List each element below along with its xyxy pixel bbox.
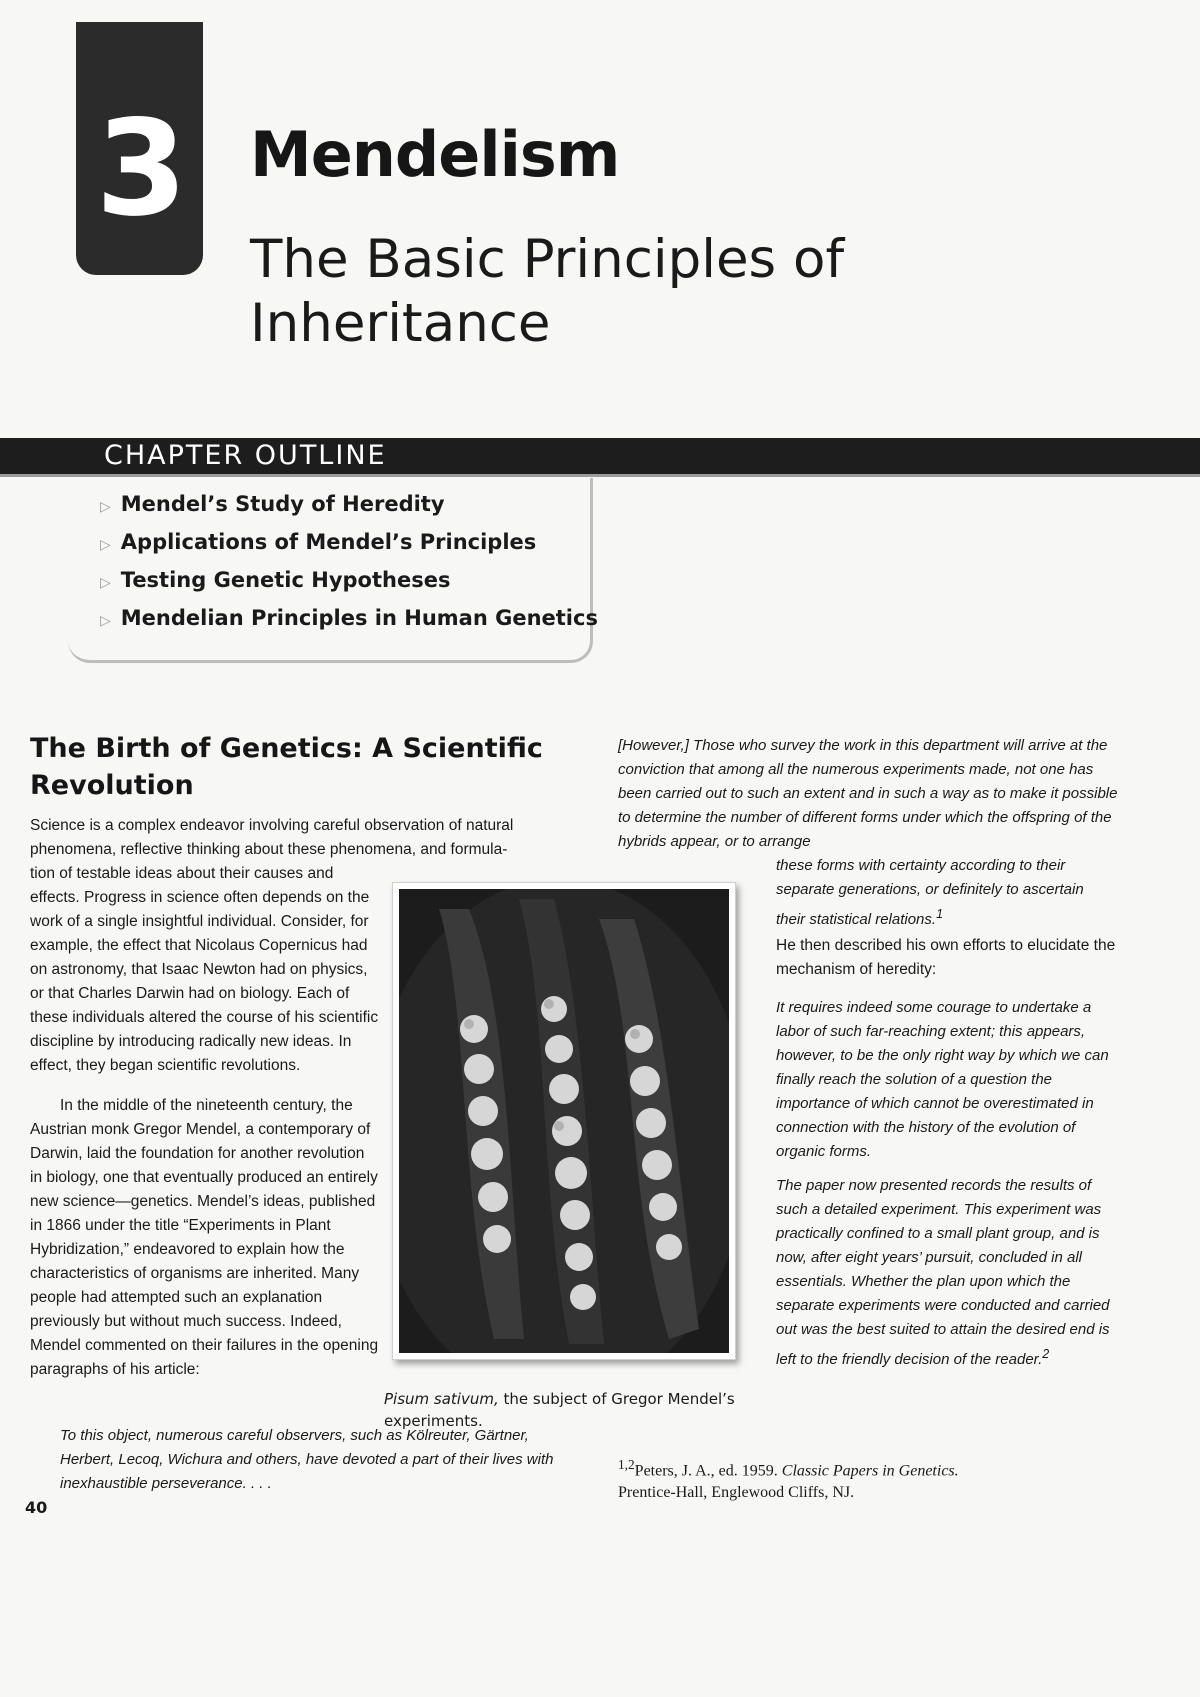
chapter-number-tab xyxy=(76,22,203,275)
outline-item xyxy=(100,492,598,530)
mendel-quote-part1: [However,] Those who survey the work in this department will arrive at the conviction that among all the numerous experiments made, not one has been carried out to such an extent and in such a way as to make it possible to determine the number of different forms under which the offspring of the hybrids appear, or to arrange xyxy=(618,737,1118,850)
chapter-title: Mendelism xyxy=(250,118,620,191)
caption-species: Pisum sativum, xyxy=(384,1390,499,1408)
mendel-quote-part1-continued xyxy=(776,854,1116,932)
chapter-outline-bar xyxy=(0,438,1200,477)
outline-item-label: Applications of Mendel’s Principles xyxy=(120,530,537,554)
chapter-outline-list xyxy=(100,492,598,644)
outline-item xyxy=(100,530,598,568)
outline-item xyxy=(100,568,598,606)
pea-pods-image xyxy=(399,889,729,1353)
outline-item-label: Mendelian Principles in Human Genetics xyxy=(120,606,598,630)
quote-text: these forms with certainty according to their separate generations, or definitely to ascertain their statistical relations. xyxy=(776,857,1084,928)
mendel-quote-opening: To this object, numerous careful observers, such as Kölreuter, Gärtner, Herbert, Lecoq, Wichura and others, have devoted a part of their lives with inexhaustible perseverance. . . . xyxy=(60,1427,554,1492)
chapter-subtitle: The Basic Principles of Inheritance xyxy=(250,229,845,354)
footnote-marker: 2 xyxy=(1042,1347,1050,1361)
section-heading: The Birth of Genetics: A Scientific Revolution xyxy=(30,733,543,801)
outline-item-label: Testing Genetic Hypotheses xyxy=(120,568,451,592)
arrow-bullet-icon: ▷ xyxy=(100,575,111,591)
pea-pods-photo xyxy=(392,882,736,1360)
caption-text: the subject of Gregor Mendel’s experiments. xyxy=(384,1390,735,1430)
mendel-paragraph: In the middle of the nineteenth century, the Austrian monk Gregor Mendel, a contemporary of Darwin, laid the foundation for another revolution in biology, one that eventually produced an entirely new science—genetics. Mendel’s ideas, published in 1866 under the title “Experiments in Plant Hybridization,” endeavored to explain how the characteristics of organisms are inherited. Many people had attempted such an explanation previously but without much success. Indeed, Mendel commented on their failures in the opening paragraphs of his article: xyxy=(30,1097,379,1378)
transition-text: He then described his own efforts to elucidate the mechanism of heredity: xyxy=(776,937,1116,978)
footnote-journal: Classic Papers in Genetics. xyxy=(781,1462,959,1480)
mendel-quote-part3 xyxy=(776,1174,1116,1372)
quote-text: The paper now presented records the results of such a detailed experiment. This experiment was practically confined to a small plant group, and is now, after eight years’ pursuit, concluded in all essentials. Whether the plan upon which the separate experiments were conducted and carried out was the best suited to attain the desired end is left to the friendly decision of the reader. xyxy=(776,1177,1110,1368)
footnote-marker: 1 xyxy=(936,907,944,921)
intro-paragraph-start: Science is a complex endeavor involving careful observation of natural phenomena, reflective thinking about these phenomena, and formula- xyxy=(30,817,514,858)
chapter-number: 3 xyxy=(95,91,184,246)
page-number: 40 xyxy=(25,1498,48,1517)
chapter-outline-heading: CHAPTER OUTLINE xyxy=(104,440,387,471)
footnote-marks: 1,2 xyxy=(618,1457,635,1472)
footnote-authors: Peters, J. A., ed. 1959. xyxy=(634,1462,782,1480)
outline-item-label: Mendel’s Study of Heredity xyxy=(120,492,445,516)
arrow-bullet-icon: ▷ xyxy=(100,613,111,629)
mendel-quote-part2: It requires indeed some courage to undertake a labor of such far-reaching extent; this appears, however, to be the only right way by which we can finally reach the solution of a question the importance of which cannot be overestimated in connection with the history of the evolution of organic forms. xyxy=(776,999,1109,1160)
footnote xyxy=(618,1454,1018,1504)
outline-item xyxy=(100,606,598,644)
figure-caption xyxy=(384,1388,764,1432)
footnote-publisher: Prentice-Hall, Englewood Cliffs, NJ. xyxy=(618,1484,855,1502)
intro-paragraph-continued: tion of testable ideas about their causes and effects. Progress in science often depends on the work of a single insightful individual. Consider, for example, the effect that Nicolaus Copernicus had on astronomy, that Isaac Newton had on physics, or that Charles Darwin had on biology. Each of these individuals altered the course of his scientific discipline by introducing radically new ideas. In effect, they began scientific revolutions. xyxy=(30,865,379,1074)
arrow-bullet-icon: ▷ xyxy=(100,537,111,553)
arrow-bullet-icon: ▷ xyxy=(100,499,111,515)
